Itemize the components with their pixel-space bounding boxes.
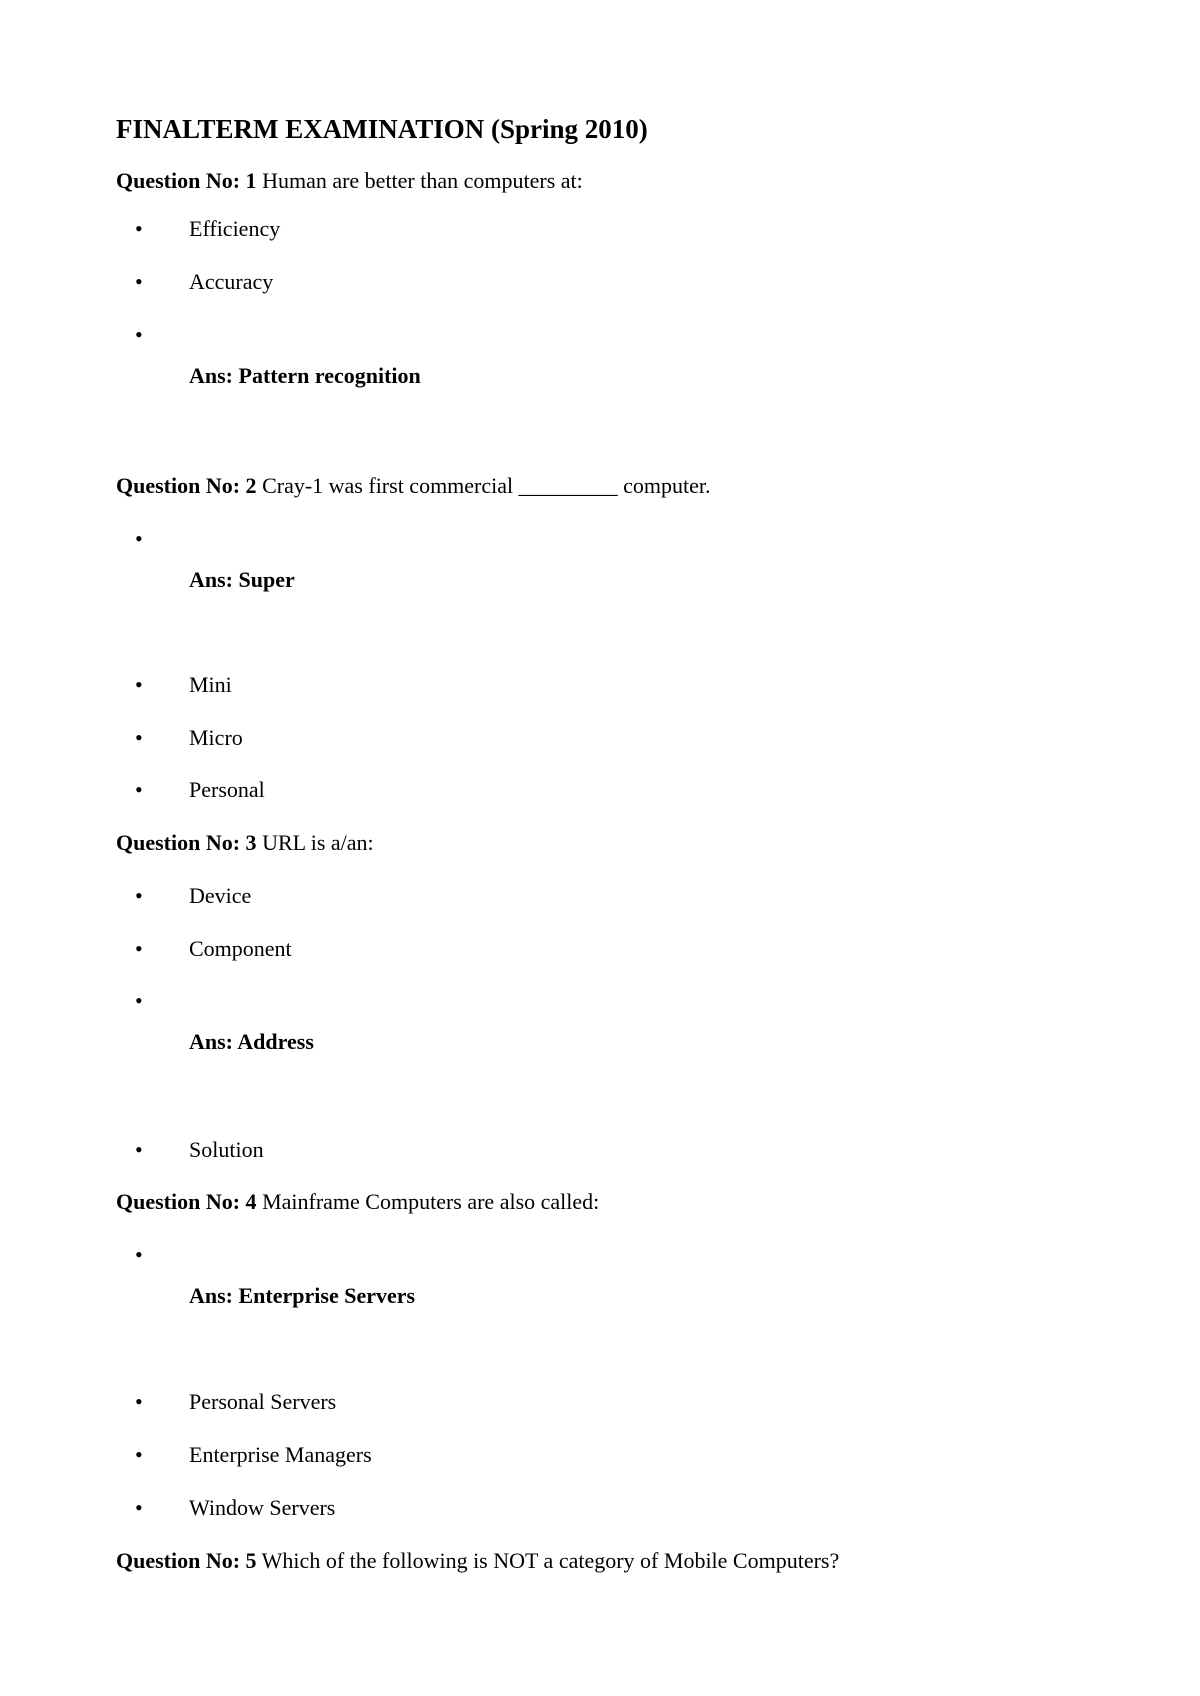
option-item: Personal Servers xyxy=(189,1389,337,1414)
answer-text: Ans: Address xyxy=(189,1029,314,1054)
question-4 xyxy=(116,1189,599,1215)
bullet-icon: • xyxy=(135,216,143,241)
question-text: Which of the following is NOT a category of Mobile Computers? xyxy=(261,1548,840,1573)
question-text: URL is a/an: xyxy=(262,830,374,855)
question-5 xyxy=(116,1548,839,1574)
answer-text: Ans: Pattern recognition xyxy=(189,363,421,388)
option-item: Mini xyxy=(189,672,232,697)
option-item: Accuracy xyxy=(189,269,274,294)
option-item: Micro xyxy=(189,725,243,750)
bullet-icon: • xyxy=(135,777,143,802)
question-number: Question No: 5 xyxy=(116,1548,257,1573)
bullet-icon: • xyxy=(135,672,143,697)
question-1 xyxy=(116,168,583,194)
answer-text: Ans: Enterprise Servers xyxy=(189,1283,416,1308)
question-number: Question No: 2 xyxy=(116,473,257,498)
question-number: Question No: 4 xyxy=(116,1189,257,1214)
question-text: Cray-1 was first commercial _________ computer. xyxy=(262,473,711,498)
option-item: Device xyxy=(189,883,252,908)
bullet-icon: • xyxy=(135,988,143,1013)
bullet-icon: • xyxy=(135,1389,143,1414)
question-text: Human are better than computers at: xyxy=(262,168,583,193)
option-item: Component xyxy=(189,936,292,961)
answer-text: Ans: Super xyxy=(189,567,295,592)
question-number: Question No: 1 xyxy=(116,168,257,193)
option-item: Personal xyxy=(189,777,265,802)
question-2 xyxy=(116,473,711,499)
bullet-icon: • xyxy=(135,1137,143,1162)
option-item: Solution xyxy=(189,1137,264,1162)
bullet-icon: • xyxy=(135,1495,143,1520)
question-number: Question No: 3 xyxy=(116,830,257,855)
bullet-icon: • xyxy=(135,1442,143,1467)
question-text: Mainframe Computers are also called: xyxy=(262,1189,600,1214)
question-3 xyxy=(116,830,374,856)
bullet-icon: • xyxy=(135,322,143,347)
option-item: Efficiency xyxy=(189,216,281,241)
bullet-icon: • xyxy=(135,269,143,294)
bullet-icon: • xyxy=(135,725,143,750)
page-title: FINALTERM EXAMINATION (Spring 2010) xyxy=(116,114,648,144)
bullet-icon: • xyxy=(135,526,143,551)
bullet-icon: • xyxy=(135,1242,143,1267)
bullet-icon: • xyxy=(135,883,143,908)
option-item: Window Servers xyxy=(189,1495,336,1520)
option-item: Enterprise Managers xyxy=(189,1442,372,1467)
bullet-icon: • xyxy=(135,936,143,961)
